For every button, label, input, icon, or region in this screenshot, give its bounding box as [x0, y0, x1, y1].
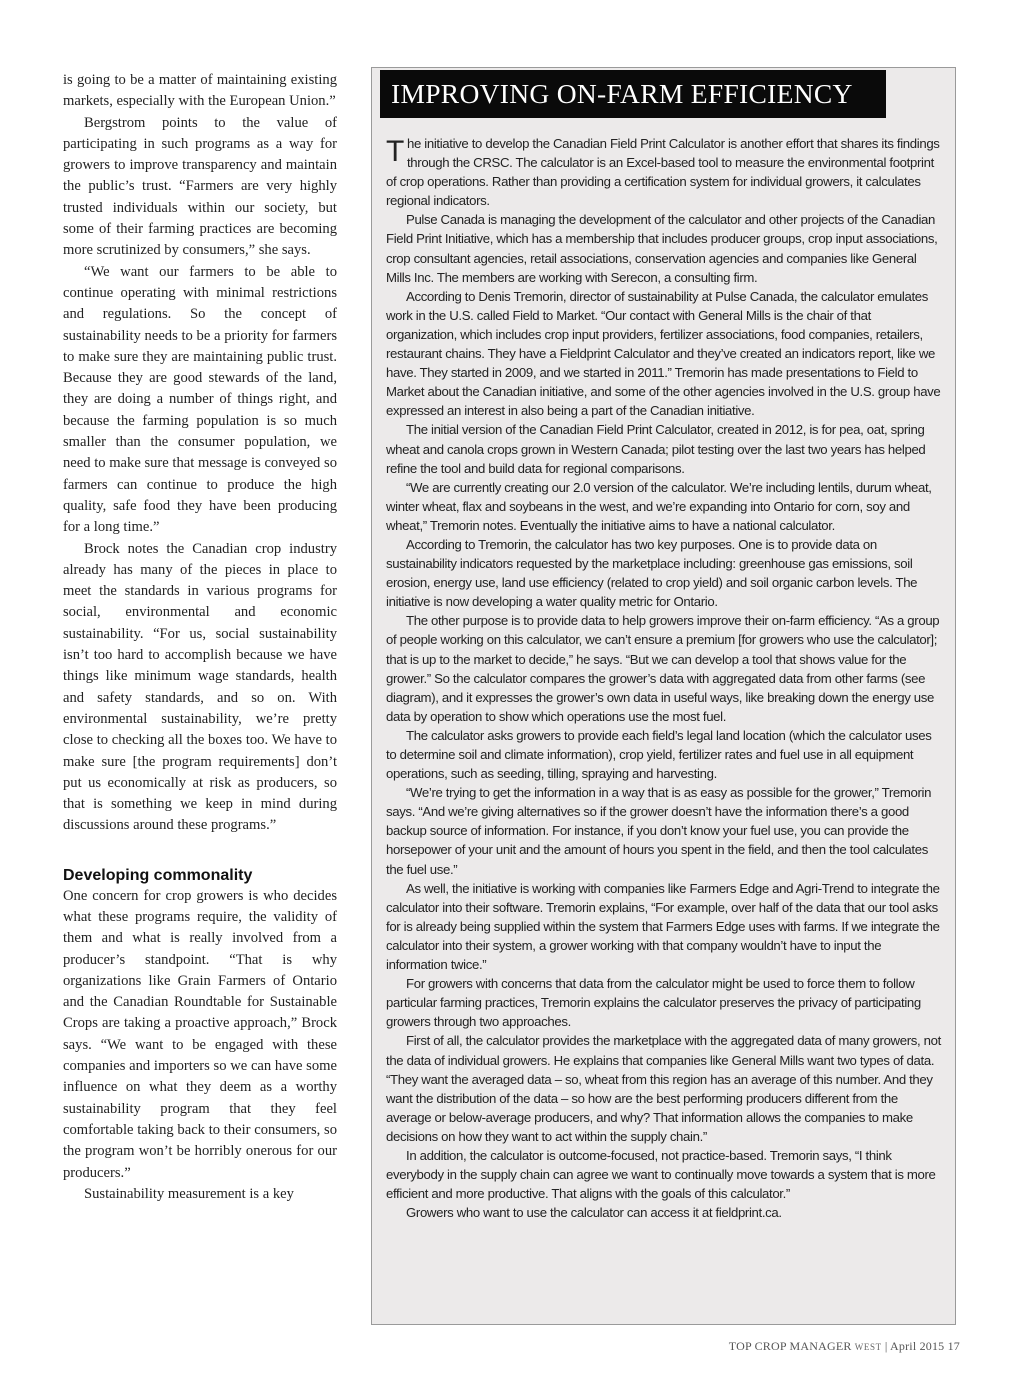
- sidebar-paragraph: The calculator asks growers to provide each field’s legal land location (which the calculator uses to determine soil and climate information), crop yield, fertilizer rates and fuel use in all equipment operations, such as seeding, tilling, spraying and harvesting.: [386, 727, 932, 782]
- footer-separator: |: [884, 1339, 888, 1353]
- sidebar-paragraph: Pulse Canada is managing the development of the calculator and other projects of the Canadian Field Print Initiative, which has a membership that includes producer groups, crop input associations, crop consultant agencies, retail associations, conservation agencies and companies like General Mills Inc. The members are working with Serecon, a consulting firm.: [386, 212, 938, 285]
- body-paragraph: One concern for crop growers is who decides what these programs require, the validity of them and what is really involved from a producer’s standpoint. “That is why organizations like Grain Farmers of Ontario and the Canadian Roundtable for Sustainable Crops are taking a proactive approach,” Brock says. “We want to be engaged with these companies and importers so we can have some influence on what they deem as a worthy sustainability program that they feel comfortable taking back to their consumers, so the program won’t be horribly onerous for our producers.”: [63, 887, 337, 1181]
- sidebar-first-paragraph: [386, 134, 944, 210]
- sidebar-first-paragraph-text: he initiative to develop the Canadian Field Print Calculator is another effort that shares its findings through the CRSC. The calculator is an Excel-based tool to measure the environmental footprint of crop operations. Rather than providing a certification system for individual growers, it calculates regional indicators.: [386, 136, 940, 209]
- drop-cap: T: [386, 135, 404, 168]
- page-footer: [729, 1339, 960, 1354]
- sidebar-paragraph: According to Tremorin, the calculator has two key purposes. One is to provide data on sustainability indicators requested by the marketplace including: greenhouse gas emissions, soil erosion, energy use, land use efficiency (related to crop yield) and soil organic carbon levels. The initiative is now developing a water quality metric for Ontario.: [386, 536, 918, 610]
- sidebar-paragraph: The initial version of the Canadian Field Print Calculator, created in 2012, is for pea, oat, spring wheat and canola crops grown in Western Canada; pilot testing over the last two years has helped refine the tool and build data for regional comparisons.: [386, 422, 926, 476]
- sidebar-paragraph: “We’re trying to get the information in a way that is as easy as possible for the grower,” Tremorin says. “And we’re giving alternatives so if the grower doesn’t have the information there’s a good backup source of information. For instance, if you don’t know your fuel use, you can provide the horsepower of your unit and the amount of hours you spent in the field, and then the tool calculates the fuel use.”: [386, 785, 932, 877]
- sidebar-paragraph: In addition, the calculator is outcome-focused, not practice-based. Tremorin says, “I think everybody in the supply chain can agree we want to continually move towards a system that is more efficient and more productive. That aligns with the goals of this calculator.”: [386, 1147, 936, 1202]
- sidebar-body: [386, 134, 944, 1222]
- body-paragraph: “We want our farmers to be able to continue operating with minimal restrictions and regulations. So the concept of sustainability needs to be a priority for farmers to make sure they are maintaining public trust. Because they are good stewards of the land, they are doing a number of things right, and because the farming population is so much smaller than the consumer population, we need to make sure that message is conveyed so farmers can continue to produce the high quality, safe food they have been producing for a long time.”: [63, 263, 337, 536]
- sidebar-paragraph: “We are currently creating our 2.0 version of the calculator. We’re including lentils, durum wheat, winter wheat, flax and soybeans in the west, and we’re expanding into Ontario for corn, soy and wheat,” Tremorin notes. Eventually the initiative aims to have a national calculator.: [386, 479, 932, 533]
- publication-edition: WEST: [854, 1342, 882, 1352]
- body-paragraph: Brock notes the Canadian crop industry already has many of the pieces in place to meet the standards in various programs for social, environmental and economic sustainability. “For us, social sustainability isn’t too hard to accomplish because we have things like minimum wage standards, health and safety standards, and so on. With environmental sustainability, we’re pretty close to checking all the boxes too. We have to make sure [the program requirements] don’t put us economically at risk as producers, so that is something we keep in mind during discussions around these programs.”: [63, 540, 337, 834]
- left-column: [63, 70, 337, 1205]
- page-number: 17: [947, 1339, 960, 1353]
- publication-name: TOP CROP MANAGER: [728, 1339, 852, 1353]
- body-paragraph: is going to be a matter of maintaining existing markets, especially with the European Union.”: [63, 72, 337, 110]
- sidebar-paragraph: Growers who want to use the calculator can access it at fieldprint.ca.: [406, 1205, 782, 1221]
- section-subheading: Developing commonality: [63, 866, 253, 884]
- sidebar-paragraph: First of all, the calculator provides the marketplace with the aggregated data of many growers, not the data of individual growers. He explains that companies like General Mills want two types of data. “They want the averaged data – so, wheat from this region has an average of this number. And they want the distribution of the data – so how are the best performing producers different from the average or below-average producers, and why? That information allows the companies to make decisions on how they want to act within the supply chain.”: [386, 1033, 941, 1144]
- body-paragraph: Bergstrom points to the value of participating in such programs as a way for growers to improve transparency and maintain the public’s trust. “Farmers are very highly trusted individuals within our society, but some of their farming practices are becoming more scrutinized by consumers,” she says.: [63, 114, 337, 259]
- sidebar-title: IMPROVING ON-FARM EFFICIENCY: [380, 70, 886, 118]
- sidebar-paragraph: For growers with concerns that data from the calculator might be used to force them to follow particular farming practices, Tremorin explains the calculator preserves the privacy of participating growers through two approaches.: [386, 976, 921, 1030]
- sidebar-box: [371, 67, 956, 1325]
- sidebar-paragraph: As well, the initiative is working with companies like Farmers Edge and Agri-Trend to integrate the calculator into their software. Tremorin explains, “For example, over half of the data that our tool asks for is already being supplied within the system that Farmers Edge uses with farms. If we integrate the calculator into their system, a grower working with that company wouldn’t have to input the information twice.”: [386, 880, 940, 973]
- sidebar-paragraph: The other purpose is to provide data to help growers improve their on-farm efficiency. “As a group of people working on this calculator, we can’t ensure a premium [for growers who use the calculator]; that is up to the market to decide,” he says. “But we can develop a tool that shows value for the grower.” So the calculator compares the grower’s data with aggregated data from other farms (see diagram), and it expresses the grower’s own data in useful ways, like breaking down the energy use data by operation to show which operations use the most fuel.: [386, 613, 940, 724]
- sidebar-paragraph: According to Denis Tremorin, director of sustainability at Pulse Canada, the calculator emulates work in the U.S. called Field to Market. “Our contact with General Mills is the chair of that organization, which includes crop input providers, fertilizer associations, food companies, retailers, restaurant chains. They have a Fieldprint Calculator and they’ve created an indicators report, like we have. They started in 2009, and we started in 2011.” Tremorin has made presentations to Field to Market about the Canadian initiative, and some of the other agencies involved in the U.S. group have expressed an interest in also being a part of the Canadian initiative.: [386, 288, 941, 419]
- issue-date: April 2015: [890, 1339, 945, 1353]
- body-paragraph: Sustainability measurement is a key: [84, 1185, 294, 1202]
